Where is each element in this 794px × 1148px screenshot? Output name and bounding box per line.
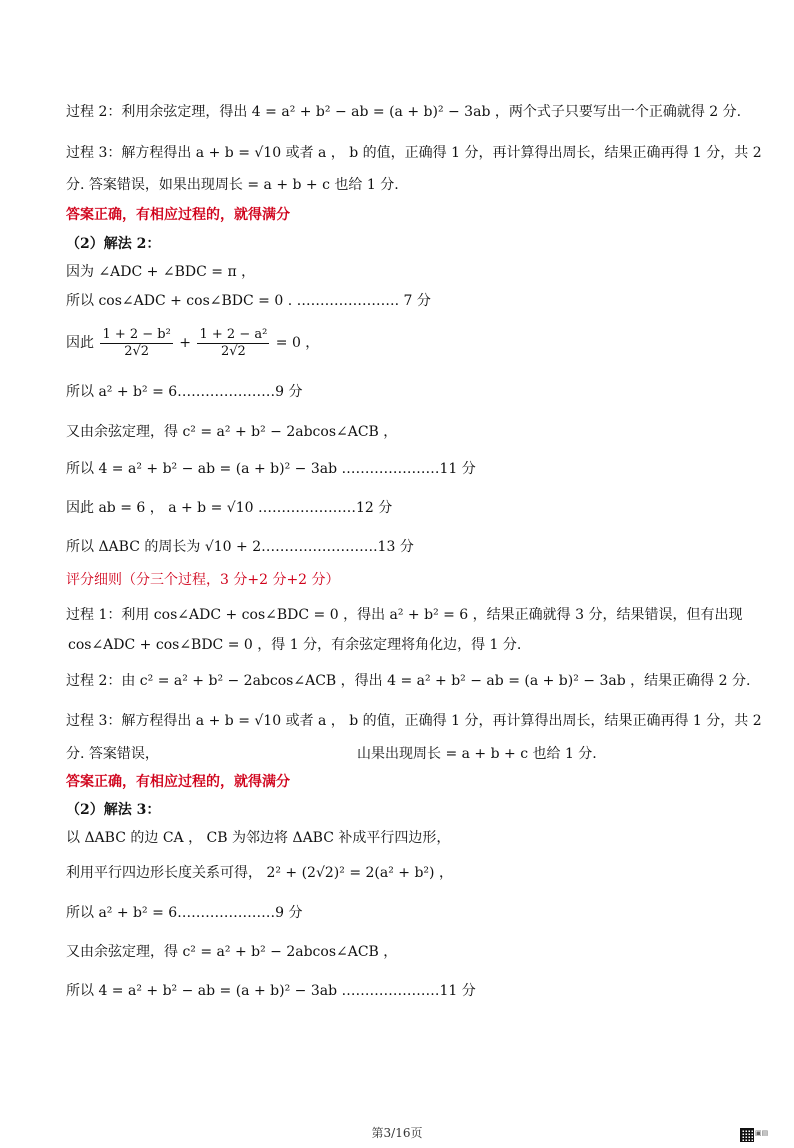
scoring-process-3-continued-a: 分. 答案错误，	[66, 746, 159, 762]
law-of-cosines-line: 又由余弦定理，得 c² = a² + b² − 2abcos∠ACB ，	[66, 424, 398, 440]
process-2-line: 过程 2：利用余弦定理，得出 4 = a² + b² − ab = (a + b)² − 3ab ，两个式子只要写出一个正确就得 2 分.	[66, 104, 742, 120]
angle-sum-line: 因为 ∠ADC + ∠BDC = π ，	[66, 264, 256, 280]
process-3-line: 过程 3：解方程得出 a + b = √10 或者 a ， b 的值，正确得 1 分，再计算得出周长，结果正确再得 1 分，共 2	[66, 145, 762, 161]
scoring-process-1-continued-line: cos∠ADC + cos∠BDC = 0 ，得 1 分，有余弦定理将角化边，得 1 分.	[68, 637, 522, 653]
process-3-continued-line: 分. 答案错误，如果出现周长 = a + b + c 也给 1 分.	[66, 177, 399, 193]
method-3-heading: （2）解法 3：	[66, 802, 161, 818]
sum-of-squares-line-2: 所以 a² + b² = 6…………………9 分	[66, 905, 303, 921]
fraction-2-denominator: 2√2	[220, 343, 246, 359]
method-2-heading: （2）解法 2：	[66, 236, 161, 252]
fraction-2	[197, 327, 269, 360]
page-number: 第3/16页	[371, 1126, 423, 1140]
parallelogram-relation-line: 利用平行四边形长度关系可得， 2² + (2√2)² = 2(a² + b²) ，	[66, 865, 453, 881]
ab-values-line: 因此 ab = 6 ， a + b = √10 …………………12 分	[66, 500, 393, 516]
qr-code-icon	[740, 1128, 754, 1142]
fraction-plus: +	[179, 335, 192, 351]
fraction-equals-zero: = 0 ，	[275, 335, 320, 351]
scoring-process-3-continued-b: 山果出现周长 = a + b + c 也给 1 分.	[357, 746, 597, 762]
fraction-2-numerator: 1 + 2 − a²	[199, 326, 268, 342]
parallelogram-line: 以 ΔABC 的边 CA ， CB 为邻边将 ΔABC 补成平行四边形，	[66, 830, 451, 846]
sum-of-squares-line: 所以 a² + b² = 6…………………9 分	[66, 384, 303, 400]
four-equals-line-2: 所以 4 = a² + b² − ab = (a + b)² − 3ab …………………11 分	[66, 983, 476, 999]
scoring-process-2-line: 过程 2：由 c² = a² + b² − 2abcos∠ACB ，得出 4 = a² + b² − ab = (a + b)² − 3ab ，结果正确得 2 分.	[66, 673, 751, 689]
scoring-process-1-line: 过程 1：利用 cos∠ADC + cos∠BDC = 0 ，得出 a² + b² = 6 ，结果正确就得 3 分，结果错误，但有出现	[66, 607, 743, 623]
scoring-rules-heading: 评分细则（分三个过程，3 分+2 分+2 分）	[66, 572, 340, 588]
cos-sum-line: 所以 cos∠ADC + cos∠BDC = 0 . …………………. 7 分	[66, 293, 431, 309]
perimeter-line: 所以 ΔABC 的周长为 √10 + 2…………………….13 分	[66, 539, 414, 555]
fraction-equation-line	[66, 326, 319, 360]
scoring-process-3-line: 过程 3：解方程得出 a + b = √10 或者 a ， b 的值，正确得 1 分，再计算得出周长，结果正确再得 1 分，共 2	[66, 713, 762, 729]
fraction-1-denominator: 2√2	[124, 343, 150, 359]
full-marks-note: 答案正确，有相应过程的，就得满分	[66, 207, 290, 223]
four-equals-line: 所以 4 = a² + b² − ab = (a + b)² − 3ab …………………11 分	[66, 461, 476, 477]
fraction-1	[100, 327, 172, 360]
full-marks-note-2: 答案正确，有相应过程的，就得满分	[66, 774, 290, 790]
fraction-1-numerator: 1 + 2 − b²	[102, 326, 171, 342]
law-of-cosines-line-2: 又由余弦定理，得 c² = a² + b² − 2abcos∠ACB ，	[66, 944, 398, 960]
watermark-logo-icon: ▣▤	[755, 1129, 769, 1137]
fraction-lead-text: 因此	[66, 335, 94, 351]
